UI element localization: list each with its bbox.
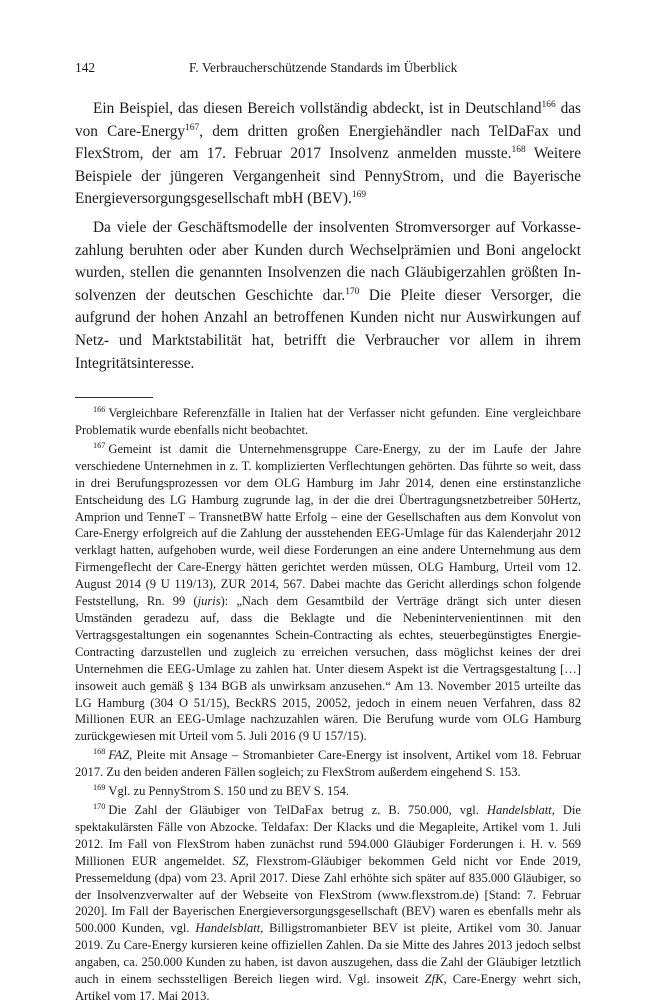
text-run: , dem dritten großen Energiehändler nach TelDaFax und FlexStrom, der am 17. Februar 2017 Insolvenz anmelden musste. <box>75 122 581 163</box>
footnote <box>75 747 581 781</box>
footnotes <box>75 405 581 1005</box>
text-run: Die Pleite dieser Versorger, die aufgrund der hohen Anzahl an betroffenen Kunden nicht nur Auswirkungen auf Netz- und Marktstabilität hat, betrifft die Verbraucher vor allem in ihrem Integritätsinteresse. <box>75 286 581 372</box>
footnote-number: 168 <box>93 747 106 757</box>
italic-text: ZfK <box>424 972 444 987</box>
italic-text: Handelsblatt <box>195 921 261 936</box>
footnote-reference: 168 <box>511 145 526 156</box>
running-header <box>75 60 581 82</box>
body-paragraph <box>75 217 581 375</box>
text-run: Weitere Beispiele der jüngeren Vergangenheit sind PennyStrom, und die Bayerische Energieversorgungsgesellschaft mbH (BEV). <box>75 145 581 208</box>
text-run: Gemeint ist damit die Unternehmensgruppe Care-Energy, zu der im Laufe der Jahre verschiedene Unternehmen in z. T. komplizierten Verflechtungen gehörten. Das führte so weit, dass in drei Berufungsprozessen vor dem OLG Hamburg im Jahr 2014, denen eine erstinstanzliche Entscheidung des LG Hamburg zugrunde lag, in der die drei Übertragungsnetzbetreiber 50Hertz, Amprion und TenneT – TransnetBW hatte Erfolg – eine der Gesellschaften aus dem Konvolut von Care-Energy erfolgreich auf die Zahlung der ausstehenden EEG-Umlage für das Kalenderjahr 2012 verklagt hatten, aufgehoben wurde, weil diese Forderungen an eine andere Unternehmung aus dem Firmengeflecht der Care-Energy hätten gerichtet werden müssen, OLG Hamburg, Urteil vom 12. August 2014 (9 U 119/13), ZUR 2014, 567. Dabei machte das Gericht allerdings schon folgende Feststellung, Rn. 99 ( <box>75 441 581 609</box>
text-run: , Billigstromanbieter BEV ist pleite, Artikel vom 30. Januar 2019. Zu Care-Energy kursieren keine offiziellen Zahlen. Da sie Mitte des Jahres 2013 jedoch selbst angaben, ca. 250.000 Kunden zu haben, ist davon auszugehen, dass die Zahl der Gläubiger letztlich auch in einem sechsstelligen Bereich liegen wird. Vgl. insoweit <box>75 921 581 987</box>
footnote-reference: 166 <box>541 99 556 110</box>
text-run: , Care-Energy wehrt sich, Artikel vom 17. Mai 2013. <box>75 972 581 1003</box>
footnote-number: 169 <box>93 782 106 792</box>
footnote-reference: 170 <box>345 286 360 297</box>
body-paragraph <box>75 98 581 211</box>
text-run: , Flexstrom-Gläubiger bekommen Geld nicht vor Ende 2019, Pressemeldung (dpa) vom 23. April 2017. Diese Zahl erhöhte sich später auf 835.000 Gläubiger, so der Insolvenzverwalter auf der Webseite von FlexStrom (www.flexstrom.de) [Stand: 7. Februar 2020]. Im Fall der Bayerischen Energieversorgungsgesellschaft (BEV) waren es ebenfalls mehr als 500.000 Kunden, vgl. <box>75 853 581 936</box>
italic-text: FAZ <box>108 748 130 763</box>
footnote <box>75 441 581 745</box>
footnote-number: 170 <box>93 801 106 811</box>
text-run: Die Zahl der Gläubiger von TelDaFax betrug z. B. 750.000, vgl. <box>108 802 487 817</box>
main-text <box>75 98 581 375</box>
text-run: Ein Beispiel, das diesen Bereich vollständig abdeckt, ist in Deutschland <box>93 100 542 117</box>
footnote-reference: 167 <box>185 122 200 133</box>
footnote-number: 166 <box>93 404 106 414</box>
text-run: , Die spektakulärsten Fälle von Abzocke. Teldafax: Der Klacks und die Megapleite, Artikel vom 1. Juli 2012. Im Fall von FlexStrom haben zunächst rund 594.000 Gläubiger Forderungen i. H. v. 569 Millionen EUR angemeldet. <box>75 802 581 868</box>
text-run: Vgl. zu PennyStrom S. 150 und zu BEV S. 154. <box>108 784 350 799</box>
footnote-number: 167 <box>93 440 106 450</box>
book-page <box>75 60 581 1007</box>
italic-text: juris <box>197 594 221 609</box>
footnote-reference: 169 <box>351 190 367 201</box>
footnote <box>75 405 581 439</box>
text-run: Vergleichbare Referenzfälle in Italien hat der Verfasser nicht gefunden. Eine vergleichbare Problematik wurde ebenfalls nicht beobachtet. <box>75 406 581 438</box>
footnote <box>75 783 581 800</box>
italic-text: Handelsblatt <box>486 802 552 817</box>
italic-text: SZ <box>232 853 246 868</box>
text-run: das von Care-Energy <box>75 100 581 140</box>
page-number: 142 <box>75 60 96 75</box>
text-run: ): „Nach dem Gesamtbild der Verträge drängt sich unter diesen Umständen geradezu auf, dass die Beklagte und die Nebenintervenientinnen mit den Vertragsgestaltungen ein sogenanntes Schein-Contracting als echtes, steuerbegünstigtes Energie-Contracting darzustellen und zugleich zu erreichen versuchen, dass möglichst keines der drei Unternehmen die EEG-Umlage zu zahlen hat. Unter diesem Aspekt ist die Vertragsgestaltung […] insoweit auch gemäß § 134 BGB als unwirksam anzusehen.“ Am 13. November 2015 urteilte das LG Hamburg (304 O 51/15), BeckRS 2015, 20052, jedoch in einem neuen Verfahren, dass 82 Millionen EUR an EEG-Umlage nachzuzahlen wären. Die Berufung wurde vom OLG Hamburg zurückgewiesen mit Urteil vom 5. Juli 2016 (9 U 157/15). <box>75 594 581 744</box>
footnote-separator <box>75 397 153 398</box>
text-run: Da viele der Geschäftsmodelle der insolventen Stromversorger auf Vorkassezahlung beruhten oder aber Kunden durch Wechselprämien und Boni angelockt wurden, stellen die genannten Insolvenzen die nach Gläubigerzahlen größten Insolvenzen der deutschen Geschichte dar. <box>75 218 581 304</box>
running-title: F. Verbraucherschützende Standards im Überblick <box>189 60 458 75</box>
text-run: , Pleite mit Ansage – Stromanbieter Care-Energy ist insolvent, Artikel vom 18. Februar 2017. Zu den beiden anderen Fällen sogleich; zu FlexStrom außerdem eingehend S. 153. <box>75 748 581 780</box>
footnote <box>75 802 581 1005</box>
